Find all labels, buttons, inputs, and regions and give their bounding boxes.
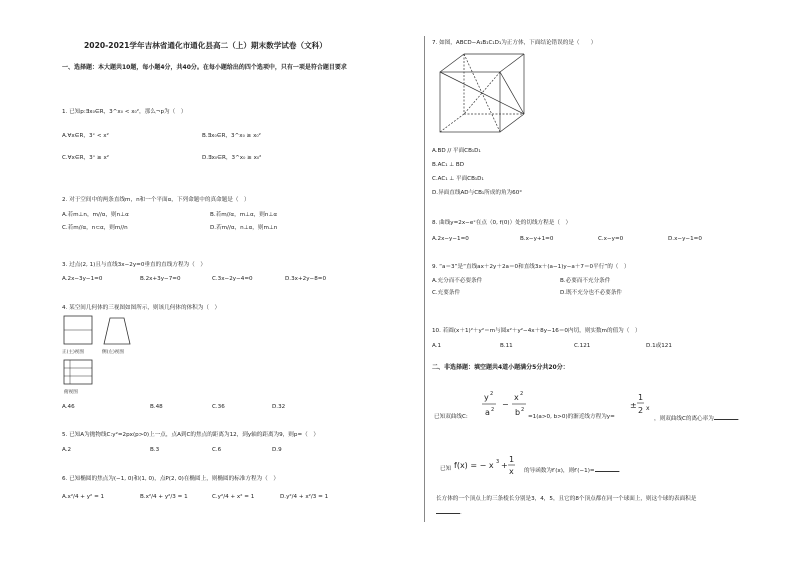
q11-middle: =1(a>0, b>0)的渐近线方程为y= (528, 414, 615, 420)
q5-option-a: A.2 (62, 447, 72, 453)
left-column (62, 0, 417, 562)
q7-option-a: A.BD // 平面CB₁D₁ (432, 148, 481, 154)
q1-option-d: D.∃x₀∈R，3^x₀ ≥ x₀² (202, 155, 262, 161)
svg-text:2: 2 (521, 407, 525, 413)
q11-prefix: 已知双曲线C: (434, 414, 468, 420)
page-title: 2020-2021学年吉林省通化市通化县高二（上）期末数学试卷（文科） (84, 41, 327, 50)
q13-answer-line (436, 508, 462, 517)
q13-answer-blank[interactable] (436, 508, 460, 514)
q10-option-d: D.1或121 (646, 343, 672, 349)
q8-option-a: A.2x−y−1=0 (432, 236, 469, 242)
q6-option-d: D.y²/4 + x²/3 = 1 (280, 494, 329, 500)
q11-formula (480, 388, 652, 428)
top-view-outline (64, 360, 92, 384)
top-view-label: 俯视图 (64, 390, 78, 395)
q9-option-b: B.必要而不充分条件 (560, 278, 611, 284)
svg-text:y: y (484, 393, 489, 402)
q7-option-d: D.异面直线AD与CB₁所成的角为60° (432, 190, 523, 196)
svg-text:±: ± (630, 401, 637, 410)
q12-answer-blank[interactable] (595, 466, 619, 472)
q8-option-c: C.x−y=0 (598, 236, 624, 242)
q6-option-c: C.y²/4 + x² = 1 (212, 494, 255, 500)
q10-option-b: B.11 (500, 343, 513, 349)
q9-option-d: D.既不充分也不必要条件 (560, 290, 623, 296)
section-one-heading: 一、选择题：本大题共10题，每小题4分，共40分。在每小题给出的四个选项中，只有一项是符合题目要求 (62, 64, 347, 71)
q5-option-d: D.9 (272, 447, 282, 453)
q6-stem: 6. 已知椭圆的焦点为(−1, 0)和(1, 0)，点P(2, 0)在椭圆上，则椭圆的标准方程为（ ） (62, 476, 279, 482)
svg-text:a: a (485, 408, 490, 417)
q5-stem: 5. 已知A为抛物线C:y²=2px(p>0)上一点，点A到C的焦点的距离为12，到y轴的距离为9，则p=（ ） (62, 432, 319, 438)
three-view-figure (62, 314, 154, 396)
q2-option-c: C.若m//α，n⊂α，则m//n (62, 225, 128, 231)
q12-end: . (618, 468, 621, 474)
svg-text:+: + (501, 461, 508, 470)
q12-prefix: 已知 (440, 466, 452, 472)
section-two-heading: 二、非选择题：填空题共4道小题满分5分共20分： (432, 364, 569, 371)
q7-stem: 7. 如图，ABCD−A₁B₁C₁D₁为正方体，下面结论错误的是（ ） (432, 40, 597, 46)
q4-stem: 4. 某空间几何体的三视图如图所示，则该几何体的体积为（ ） (62, 305, 221, 311)
q4-option-a: A.46 (62, 404, 75, 410)
svg-text:1: 1 (638, 393, 644, 402)
q11-suffix-text: ，则双曲线C的离心率为 (654, 416, 714, 422)
q1-stem: 1. 已知p:∃x₀∈R，3^x₀ < x₀²，那么¬p为（ ） (62, 109, 187, 115)
q12-middle-text: 的导函数为f′(x)，则f′(−1)= (524, 468, 595, 474)
q3-stem: 3. 过点(2, 1)且与直线3x−2y=0垂直的直线方程为（ ） (62, 262, 206, 268)
q3-option-d: D.3x+2y−8=0 (285, 276, 327, 282)
q7-option-c: C.AC₁ ⊥ 平面CB₁D₁ (432, 176, 484, 182)
q12-middle (524, 466, 620, 475)
q10-option-c: C.121 (574, 343, 591, 349)
q9-option-c: C.充要条件 (432, 290, 461, 296)
svg-text:2: 2 (520, 391, 524, 397)
q6-option-a: A.x²/4 + y² = 1 (62, 494, 105, 500)
q11-answer-blank[interactable] (714, 414, 738, 420)
q11-end: . (737, 416, 740, 422)
svg-text:x: x (514, 393, 519, 402)
svg-text:x: x (646, 405, 650, 412)
svg-text:2: 2 (491, 407, 495, 413)
svg-text:x: x (509, 467, 514, 476)
q5-option-b: B.3 (150, 447, 160, 453)
svg-text:3: 3 (496, 459, 500, 465)
q2-option-b: B.若m//α，m⊥α，则n⊥α (210, 212, 278, 218)
q7-option-b: B.AC₁ ⊥ BD (432, 162, 465, 168)
q12-formula (452, 452, 522, 478)
q1-option-a: A.∀x∈R，3ˣ < x² (62, 133, 109, 139)
svg-text:−: − (502, 400, 509, 409)
q9-option-a: A.充分而不必要条件 (432, 278, 483, 284)
q9-stem: 9. “a＝3”是“直线ax＋2y＋2a＝0和直线3x＋(a−1)y−a＋7＝0平行”的（ ） (432, 264, 630, 270)
front-view-label: 正(主)视图 (62, 350, 84, 355)
svg-text:1: 1 (509, 455, 515, 464)
svg-text:2: 2 (638, 406, 644, 415)
q3-option-c: C.3x−2y−4=0 (212, 276, 253, 282)
q6-option-b: B.x²/4 + y²/3 = 1 (140, 494, 188, 500)
side-view-label: 侧(左)视图 (102, 350, 124, 355)
q10-option-a: A.1 (432, 343, 442, 349)
side-view-outline (104, 318, 130, 344)
q4-option-c: C.36 (212, 404, 225, 410)
q2-stem: 2. 对于空间中的两条直线m，n和一个平面α，下列命题中的真命题是（ ） (62, 197, 250, 203)
q8-option-d: D.x−y−1=0 (668, 236, 702, 242)
right-column (432, 0, 782, 562)
q2-option-d: D.若m//α，n⊥α，则m⊥n (210, 225, 278, 231)
svg-text:f(x) = − x: f(x) = − x (454, 461, 494, 470)
q13-end: . (460, 510, 462, 516)
q2-option-a: A.若m⊥n，m//α，则n⊥α (62, 212, 129, 218)
q11-suffix (654, 414, 740, 423)
cube-figure (432, 48, 542, 140)
q5-option-c: C.6 (212, 447, 222, 453)
q3-option-b: B.2x+3y−7=0 (140, 276, 181, 282)
q4-option-d: D.32 (272, 404, 286, 410)
q1-option-c: C.∀x∈R，3ˣ ≥ x² (62, 155, 110, 161)
q4-option-b: B.48 (150, 404, 163, 410)
q8-option-b: B.x−y+1=0 (520, 236, 554, 242)
q10-stem: 10. 若圆(x＋1)²＋y²＝m与圆x²＋y²−4x＋8y−16＝0内切，则实数m的值为（ ） (432, 328, 641, 334)
q8-stem: 8. 曲线y=2x−eˣ在点（0, f(0)）处的切线方程是（ ） (432, 220, 572, 226)
svg-text:b: b (515, 408, 521, 417)
q13-text: 长方体的一个顶点上的三条棱长分别是3，4，5，且它的8个顶点都在同一个球面上，则这个球的表面积是 (436, 496, 697, 502)
q1-option-b: B.∃x₀∈R，3^x₀ ≥ x₀² (202, 133, 261, 139)
q3-option-a: A.2x−3y−1=0 (62, 276, 103, 282)
column-divider (424, 36, 425, 522)
svg-text:2: 2 (490, 391, 494, 397)
